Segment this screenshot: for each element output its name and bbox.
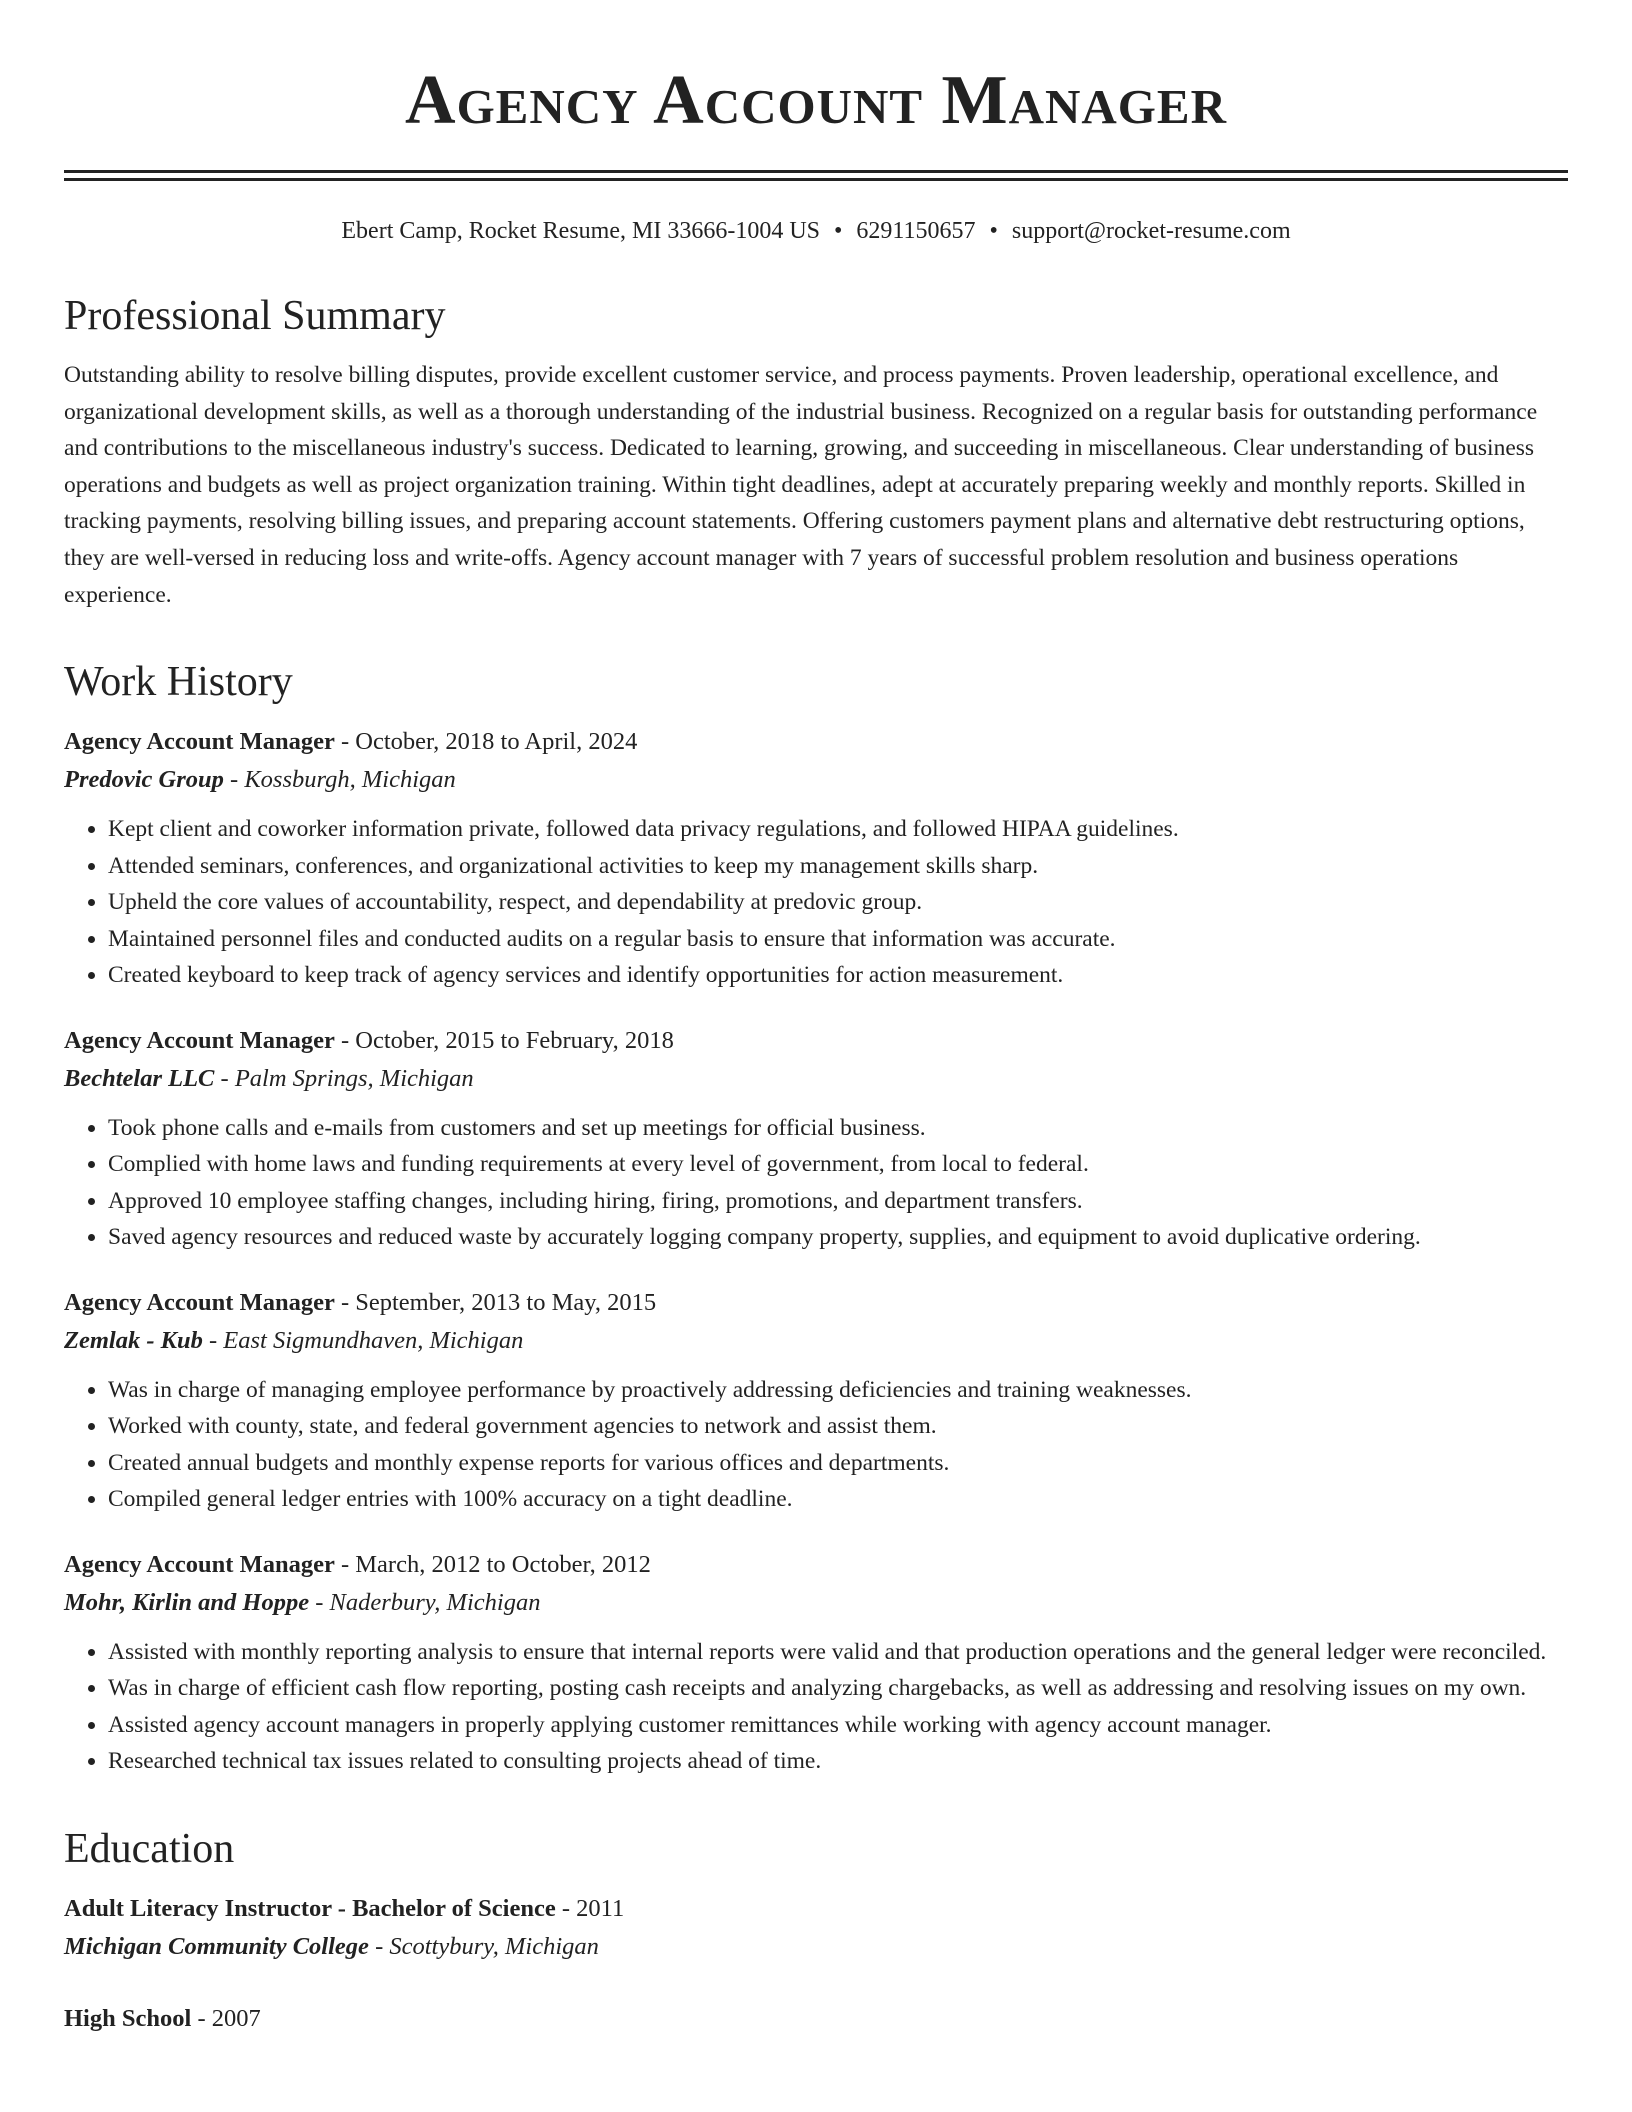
job-location: East Sigmundhaven, Michigan (223, 1326, 524, 1354)
education-school: Michigan Community College (64, 1932, 369, 1960)
education-year: 2011 (576, 1894, 625, 1922)
job-entry (64, 1546, 1568, 1780)
job-dates: October, 2018 to April, 2024 (355, 728, 638, 756)
education-dash: - (368, 1932, 390, 1960)
job-title: Agency Account Manager (64, 1026, 335, 1054)
job-bullet: • Maintained personnel files and conducted audits on a regular basis to ensure that information was accurate. (108, 921, 1568, 958)
education-entry (64, 1890, 1568, 1966)
job-bullet: • Took phone calls and e-mails from customers and set up meetings for official business. (108, 1110, 1568, 1147)
job-bullet: • Created keyboard to keep track of agency services and identify opportunities for action measurement. (108, 957, 1568, 994)
job-org-line (64, 1322, 1568, 1360)
job-title: Agency Account Manager (64, 1550, 335, 1578)
job-title: Agency Account Manager (64, 728, 335, 756)
contact-phone: 6291150657 (856, 218, 976, 244)
job-bullet: • Attended seminars, conferences, and organizational activities to keep my management skills sharp. (108, 848, 1568, 885)
job-location: Kossburgh, Michigan (244, 766, 456, 794)
job-bullets (64, 1634, 1568, 1780)
job-org: Predovic Group (64, 766, 224, 794)
job-bullet: • Was in charge of managing employee performance by proactively addressing deficiencies and training weaknesses. (108, 1372, 1568, 1409)
job-dash: - (334, 1288, 356, 1316)
job-location: Palm Springs, Michigan (234, 1064, 474, 1092)
job-bullet: • Researched technical tax issues related to consulting projects ahead of time. (108, 1743, 1568, 1780)
job-title-line (64, 1284, 1568, 1322)
education-dash: - (555, 1894, 577, 1922)
education-degree: High School (64, 2004, 192, 2032)
job-dash: - (214, 1064, 235, 1092)
job-dash: - (334, 728, 356, 756)
job-dates: October, 2015 to February, 2018 (355, 1026, 674, 1054)
job-dash: - (223, 766, 245, 794)
contact-email: support@rocket-resume.com (1011, 218, 1291, 244)
job-bullet: • Assisted agency account managers in properly applying customer remittances while working with agency account manager. (108, 1707, 1568, 1744)
job-org: Bechtelar LLC (64, 1064, 215, 1092)
education-degree-line (64, 1890, 1568, 1928)
job-bullets (64, 1372, 1568, 1518)
summary-text: Outstanding ability to resolve billing disputes, provide excellent customer service, and process payments. Proven leadership, operational excellence, and organizational development skills, as well as a thorough understanding of the industrial business. Recognized on a regular basis for outstanding performance and contributions to the miscellaneous industry's success. Dedicated to learning, growing, and succeeding in miscellaneous. Clear understanding of business operations and budgets as well as project organization training. Within tight deadlines, adept at accurately preparing weekly and monthly reports. Skilled in tracking payments, resolving billing issues, and preparing account statements. Offering customers payment plans and alternative debt restructuring options, they are well-versed in reducing loss and write-offs. Agency account manager with 7 years of successful problem resolution and business operations experience. (64, 362, 1538, 608)
job-org: Mohr, Kirlin and Hoppe (64, 1588, 310, 1616)
job-org: Zemlak - Kub (64, 1326, 203, 1354)
job-dash: - (334, 1550, 356, 1578)
job-org-line (64, 761, 1568, 799)
contact-separator: • (834, 218, 843, 244)
job-entry (64, 1284, 1568, 1518)
candidate-name: Agency Account Manager (405, 62, 1227, 139)
job-dash: - (309, 1588, 330, 1616)
job-entry (64, 723, 1568, 994)
job-title-line (64, 723, 1568, 761)
job-title-line (64, 1022, 1568, 1060)
job-bullet: • Approved 10 employee staffing changes, including hiring, firing, promotions, and department transfers. (108, 1183, 1568, 1220)
job-title-line (64, 1546, 1568, 1584)
job-dash: - (202, 1326, 224, 1354)
job-bullet: • Complied with home laws and funding requirements at every level of government, from local to federal. (108, 1146, 1568, 1183)
job-entry (64, 1022, 1568, 1256)
job-bullet: • Compiled general ledger entries with 100% accuracy on a tight deadline. (108, 1481, 1568, 1518)
education-year: 2007 (211, 2004, 261, 2032)
job-location: Naderbury, Michigan (329, 1588, 541, 1616)
summary-heading: Professional Summary (64, 293, 446, 339)
job-bullets (64, 811, 1568, 994)
header-double-rule (64, 170, 1568, 181)
job-bullet: • Was in charge of efficient cash flow reporting, posting cash receipts and analyzing chargebacks, as well as addressing and resolving issues on my own. (108, 1670, 1568, 1707)
job-bullet: • Assisted with monthly reporting analysis to ensure that internal reports were valid and that production operations and the general ledger were reconciled. (108, 1634, 1568, 1671)
contact-address: Ebert Camp, Rocket Resume, MI 33666-1004 US (341, 218, 820, 244)
education-degree-line (64, 2000, 1568, 2038)
education-school-line (64, 1928, 1568, 1966)
job-title: Agency Account Manager (64, 1288, 335, 1316)
job-bullets (64, 1110, 1568, 1256)
education-dash: - (191, 2004, 212, 2032)
job-bullet: • Saved agency resources and reduced waste by accurately logging company property, supplies, and equipment to avoid duplicative ordering. (108, 1219, 1568, 1256)
education-heading: Education (64, 1825, 235, 1872)
work-history-heading: Work History (64, 659, 293, 706)
education-degree: Adult Literacy Instructor - Bachelor of Science (64, 1894, 556, 1922)
job-bullet: • Created annual budgets and monthly expense reports for various offices and departments. (108, 1445, 1568, 1482)
education-entry (64, 2000, 1568, 2038)
job-dates: September, 2013 to May, 2015 (355, 1288, 657, 1316)
job-org-line (64, 1584, 1568, 1622)
job-bullet: • Kept client and coworker information private, followed data privacy regulations, and followed HIPAA guidelines. (108, 811, 1568, 848)
job-dash: - (334, 1026, 356, 1054)
job-bullet: • Worked with county, state, and federal government agencies to network and assist them. (108, 1408, 1568, 1445)
education-location: Scottybury, Michigan (389, 1932, 599, 1960)
job-org-line (64, 1060, 1568, 1098)
contact-separator: • (989, 218, 998, 244)
job-bullet: • Upheld the core values of accountability, respect, and dependability at predovic group. (108, 884, 1568, 921)
job-dates: March, 2012 to October, 2012 (355, 1550, 651, 1578)
contact-line (64, 215, 1568, 247)
